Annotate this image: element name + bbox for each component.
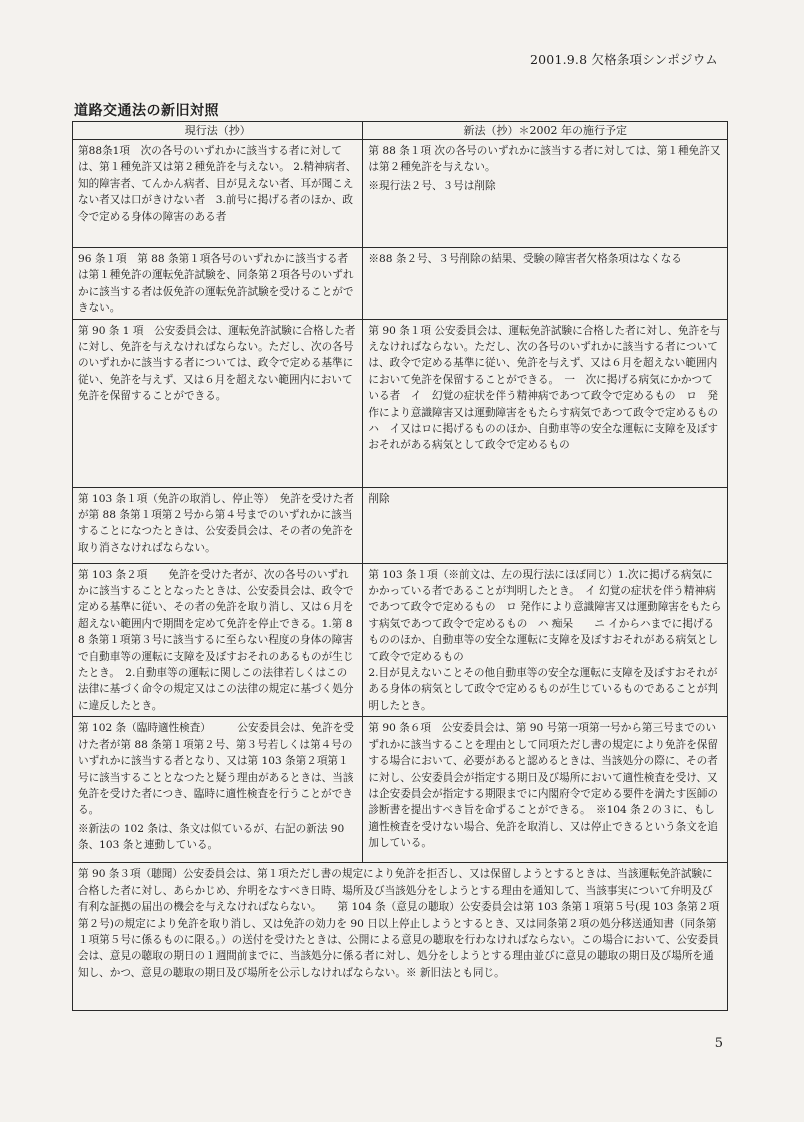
new-law-text: 第 90 条６項 公安委員会は、第 90 号第一項第一号から第三号までのいずれかに該当することを理由として同項ただし書の規定により免許を保留する場合において、必要があると認めるときは、当該処分の際に、その者に対し、公安委員会が指定する期日及び場所において適性検査を受け、又は企安委員会が指定する期限までに内閣府令で定める要件を満たす医師の診断書を提出すべき旨を命ずることができる。 ※104 条２の３に、もし適性検査を受けない場合、免許を取消し、又は停止できるという条文を追加している。 bbox=[368, 722, 719, 850]
new-law-text: 削除 bbox=[368, 492, 390, 505]
old-law-text: 第88条1項 次の各号のいずれかに該当する者に対しては、第１種免許又は第２種免許を与えない。 2.精神病者、知的障害者、てんかん病者、目が見えない者、耳が聞こえない者又は口がきけない者 3.前号に掲げる者のほか、政令で定める身体の障害のある者 bbox=[78, 145, 357, 223]
old-law-text: 第 90 条 1 項 公安委員会は、運転免許試験に合格した者に対し、免許を与えなければならない。ただし、次の各号のいずれかに該当する者については、政令で定める基準に従い、免許を与えず、又は６月を超えない範囲内において免許を保留することができる。 bbox=[78, 324, 356, 403]
old-law-text: 第 103 条１項（免許の取消し、停止等） 免許を受けた者が第 88 条第１項第２号から第４号までのいずれかに該当することになつたときは、公安委員会は、その者の免許を取り消さなければならない。 bbox=[78, 492, 354, 554]
old-law-text: 第 103 条２項 免許を受けた者が、次の各号のいずれかに該当することとなったときは、公安委員会は、政令で定める基準に従い、その者の免許を取り消し、又は６月を超えない範囲内で期間を定めて免許を停止できる。1.第 88 条第１項第３号に該当するに至らない程度の身体の障害で自動車等の運転に支障を及ぼすおそれのあるものが生じたとき。 2.自動車等の運転に関しこの法律若しくはこの法律に基づく命令の規定又はこの法律の規定に基づく処分に違反したとき。 bbox=[78, 568, 354, 712]
table-row bbox=[73, 563, 728, 717]
old-law-text: 96 条１項 第 88 条第１項各号のいずれかに該当する者は第１種免許の運転免許試験を、同条第２項各号のいずれかに該当する者は仮免許の運転免許試験を受けることができない。 bbox=[78, 253, 354, 315]
table-row bbox=[73, 140, 728, 248]
comparison-table bbox=[72, 121, 728, 1011]
old-law-cell bbox=[73, 319, 363, 487]
new-law-cell bbox=[363, 248, 728, 320]
table-row bbox=[73, 319, 728, 487]
new-law-cell bbox=[363, 319, 728, 487]
column-header-new: 新法（抄）＊2002 年の施行予定 bbox=[363, 122, 728, 140]
table-footer-row bbox=[73, 863, 728, 1011]
old-law-cell bbox=[73, 563, 363, 717]
old-law-cell bbox=[73, 717, 363, 863]
new-law-cell bbox=[363, 487, 728, 563]
new-law-text: 第 103 条１項（※前文は、左の現行法にほぼ同じ）1.次に掲げる病気にかかっている者であることが判明したとき。 イ 幻覚の症状を伴う精神病であつて政令で定めるもの ロ 発作により意識障害又は運動障害をもたらす病気であつて政令で定めるもの ハ 痴呆 ニ イからハまでに掲げるもののほか、自動車等の安全な運転に支障を及ぼすおそれがある病気として政令で定めるもの bbox=[368, 568, 722, 663]
old-law-note: ※新法の 102 条は、条文は似ているが、右記の新法 90 条、103 条と連動している。 bbox=[78, 822, 345, 852]
event-header: 2001.9.8 欠格条項シンポジウム bbox=[529, 52, 718, 67]
new-law-cell bbox=[363, 140, 728, 248]
old-law-cell bbox=[73, 248, 363, 320]
old-law-cell bbox=[73, 487, 363, 563]
table-row bbox=[73, 717, 728, 863]
table-row bbox=[73, 248, 728, 320]
new-law-cell bbox=[363, 563, 728, 717]
new-law-cell bbox=[363, 717, 728, 863]
new-law-text-2: 2.目が見えないことその他自動車等の安全な運転に支障を及ぼすおそれがある身体の病気として政令で定めるものが生じているものであることが判明したとき。 bbox=[368, 667, 719, 712]
page-number: 5 bbox=[714, 1036, 723, 1051]
new-law-text: ※88 条２号、３号削除の結果、受験の障害者欠格条項はなくなる bbox=[368, 253, 682, 265]
old-law-text: 第 102 条（臨時適性検査） 公安委員会は、免許を受けた者が第 88 条第１項第２号、第３号若しくは第４号のいずれかに該当する者となり、又は第 103 条第２項第１号に該当することとなつたと疑う理由があるときは、当該免許を受けた者につき、臨時に適性検査を行うことができる。 bbox=[78, 722, 354, 817]
column-header-old: 現行法（抄） bbox=[73, 122, 363, 140]
hearing-provisions-text: 第 90 条３項（聴聞）公安委員会は、第１項ただし書の規定により免許を拒否し、又は保留しようとするときは、当該運転免許試験に合格した者に対し、あらかじめ、弁明をなすべき日時、場所及び当該処分をしようとする理由を通知して、当該事実について弁明及び有利な証拠の届出の機会を与えなければならない。 第 104 条（意見の聴取）公安委員会は第 103 条第１項第５号(現 103 条第２項第２号)の規定により免許を取り消し、又は免許の効力を 90 日以上停止しようとするとき、又は同条第２項の処分移送通知書（同条第１項第５号に係るものに限る。）の送付を受けたときは、公開による意見の聴取を行わなければならない。この場合において、公安委員会は、意見の聴取の期日の１週間前までに、当該処分に係る者に対し、処分をしようとする理由並びに意見の聴取の期日及び場所を通知し、かつ、意見の聴取の期日及び場所を公示しなければならない。※ 新旧法とも同じ。 bbox=[78, 868, 720, 979]
new-law-text: 第 90 条１項 公安委員会は、運転免許試験に合格した者に対し、免許を与えなければならない。ただし、次の各号のいずれかに該当する者については、政令で定める基準に従い、免許を与えず、又は６月を超えない範囲内において免許を保留することができる。 一 次に掲げる病気にかかつている者 イ 幻覚の症状を伴う精神病であつて政令で定めるもの ロ 発作により意識障害又は運動障害をもたらす病気であつて政令で定めるもの ハ イ又はロに掲げるもののほか、自動車等の安全な運転に支障を及ぼすおそれがある病気として政令で定めるもの bbox=[368, 324, 729, 452]
table-header-row bbox=[73, 122, 728, 140]
new-law-text: 第 88 条１項 次の各号のいずれかに該当する者に対しては、第１種免許又は第２種免許を与えない。 bbox=[368, 145, 721, 174]
document-title: 道路交通法の新旧対照 bbox=[74, 103, 219, 119]
old-law-cell bbox=[73, 140, 363, 248]
new-law-note: ※現行法２号、３号は削除 bbox=[368, 179, 496, 192]
table-row bbox=[73, 487, 728, 563]
hearing-provisions-cell bbox=[73, 863, 728, 1011]
